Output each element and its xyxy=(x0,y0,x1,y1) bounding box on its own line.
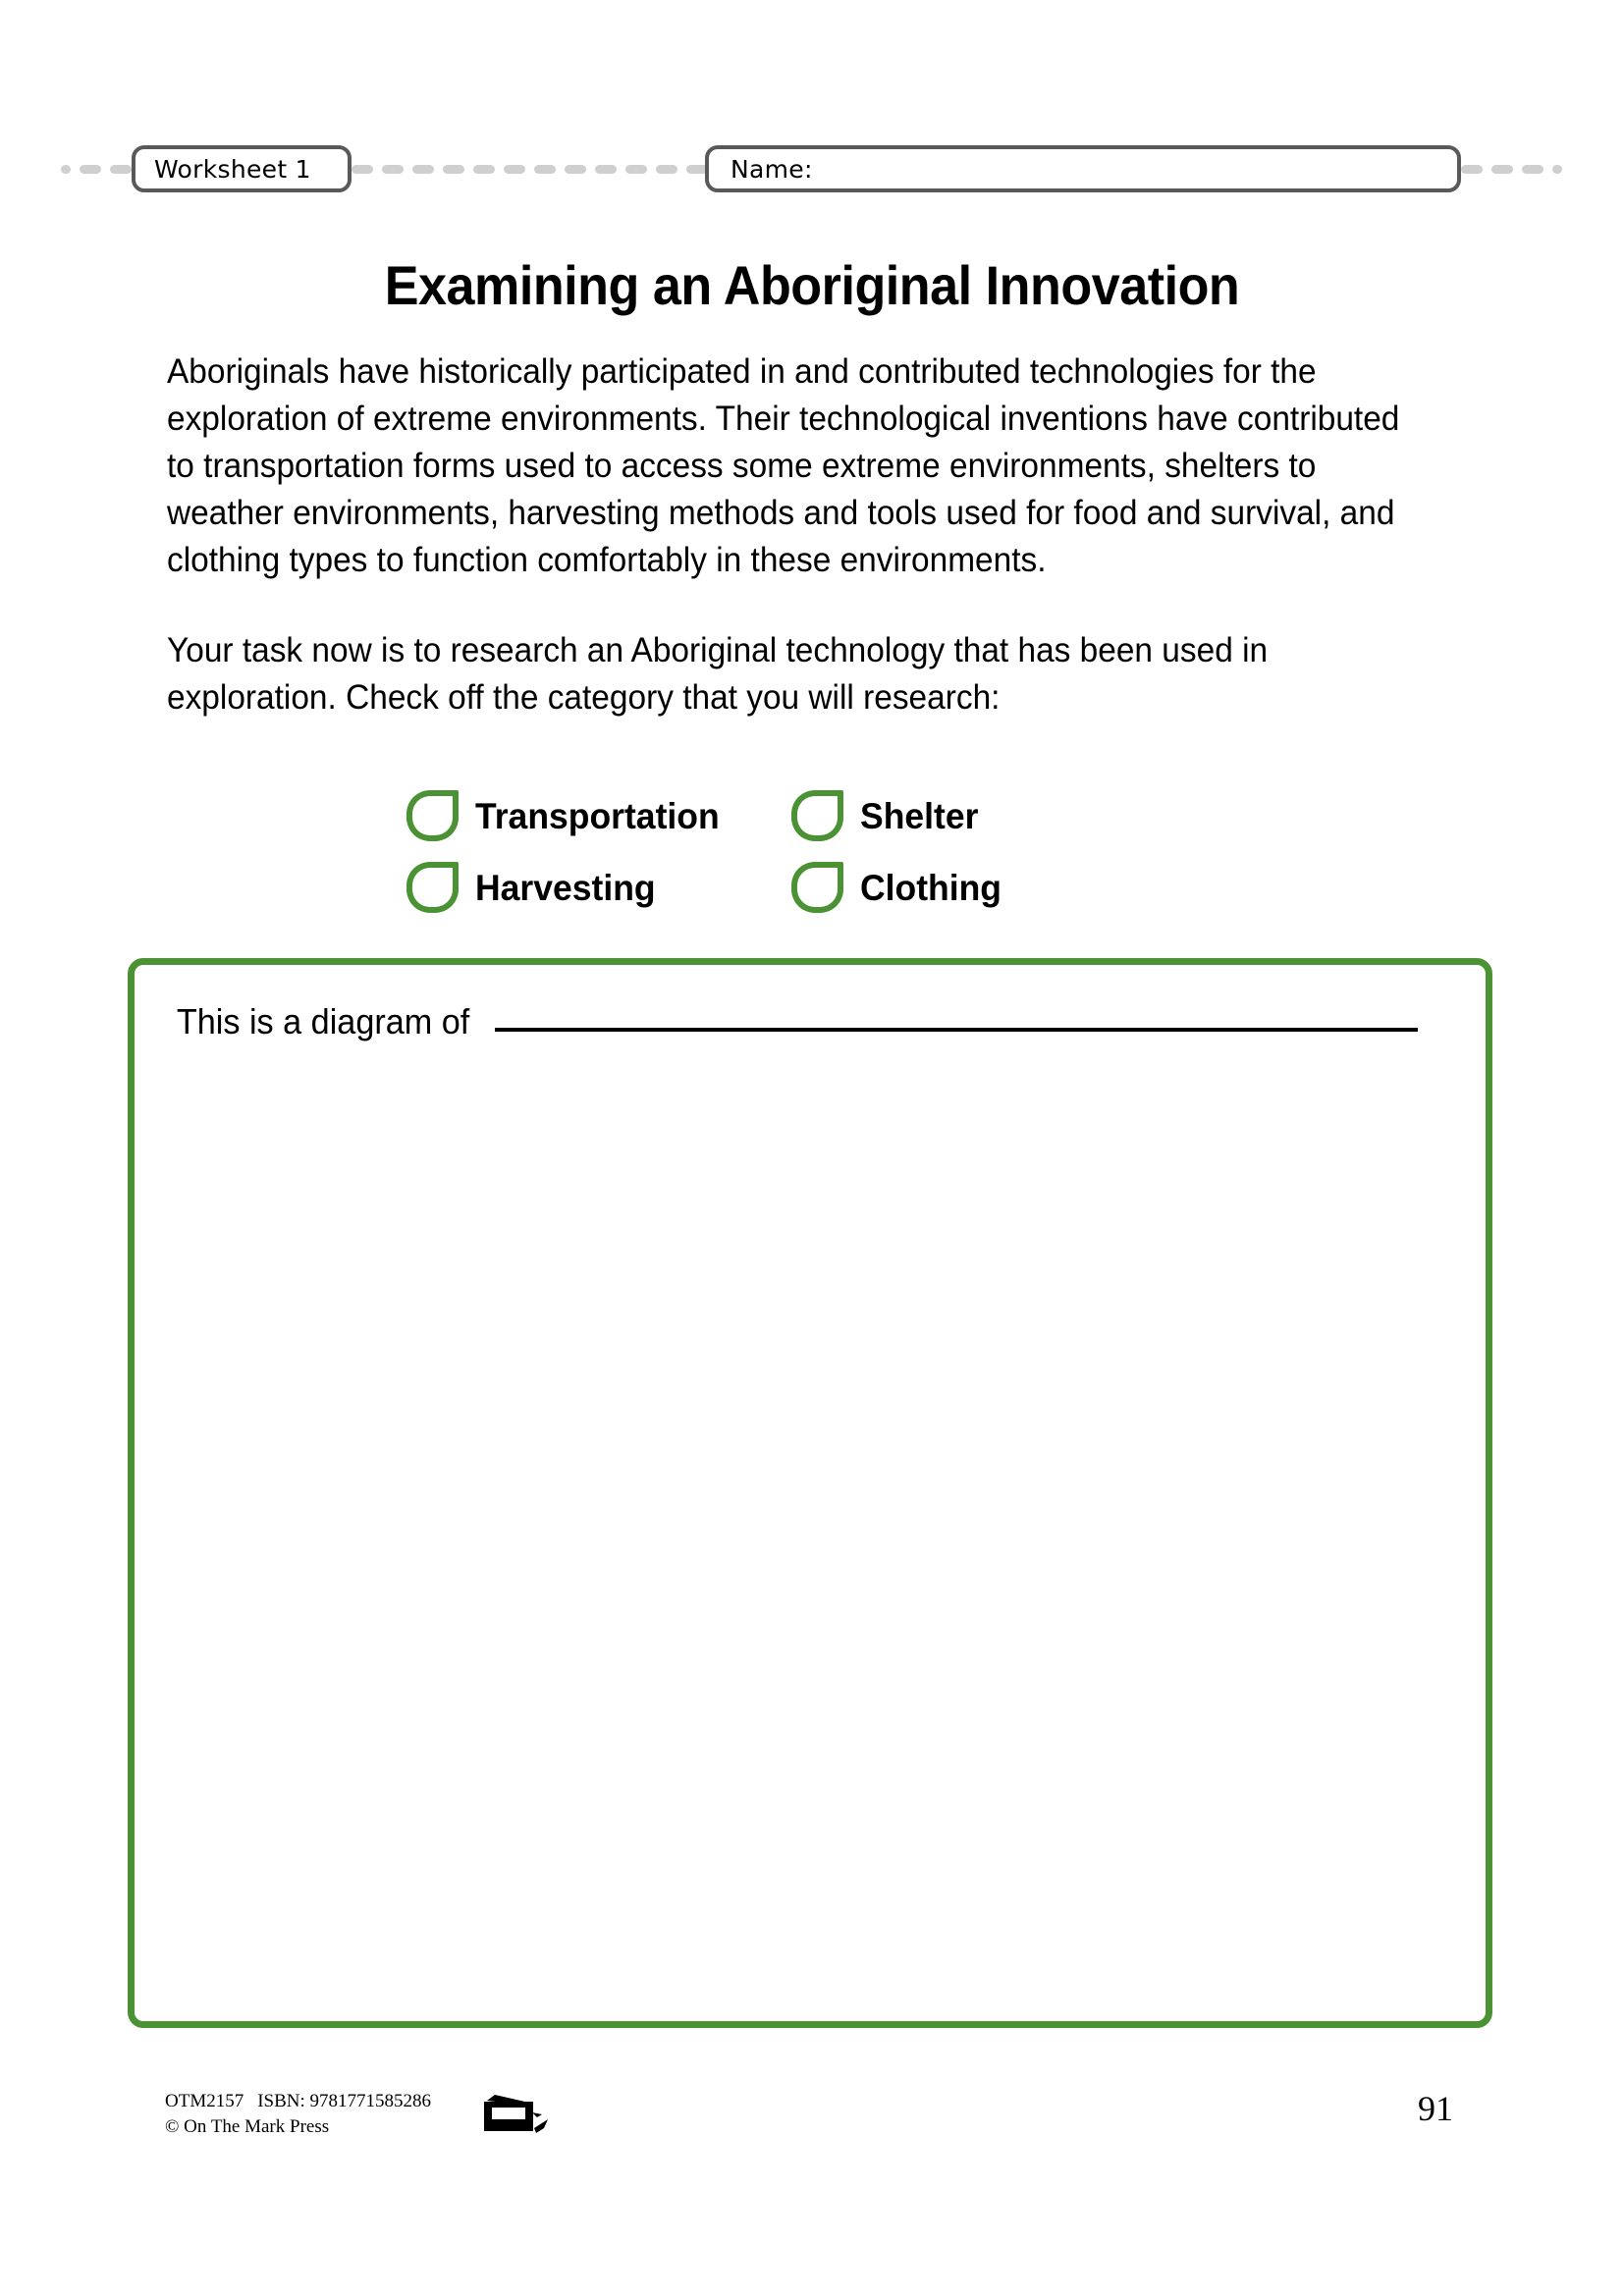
diagram-prompt xyxy=(169,1001,1465,1041)
choice-shelter[interactable] xyxy=(791,790,1145,841)
choice-label: Shelter xyxy=(860,795,979,836)
dash-segment xyxy=(61,165,71,174)
dash-segment xyxy=(352,165,373,174)
choice-row xyxy=(406,790,1153,862)
choice-label: Transportation xyxy=(475,795,720,836)
choice-transportation[interactable] xyxy=(406,790,791,841)
dash-segment xyxy=(110,165,132,174)
dash-segment xyxy=(443,165,464,174)
header-dashes-middle xyxy=(352,165,705,174)
page-footer xyxy=(165,2089,1471,2167)
dash-segment xyxy=(656,165,677,174)
task-paragraph: Your task now is to research an Aboriginal technology that has been used in exploration. Check off the category that you will research: xyxy=(167,631,1269,717)
header-dashes-left xyxy=(59,165,132,174)
dash-segment xyxy=(1461,165,1483,174)
dash-segment xyxy=(80,165,101,174)
dash-segment xyxy=(412,165,434,174)
body-content xyxy=(167,348,1473,721)
dash-segment xyxy=(1552,165,1562,174)
worksheet-label-box xyxy=(132,145,352,192)
choice-harvesting[interactable] xyxy=(406,862,791,913)
product-code: OTM2157 xyxy=(165,2091,244,2111)
dash-segment xyxy=(625,165,647,174)
choice-label: Clothing xyxy=(860,867,1002,908)
checkbox-icon[interactable] xyxy=(406,790,459,841)
intro-paragraph: Aboriginals have historically participated in and contributed technologies for the exploration of extreme environments. Their technological inventions have contributed to transportation forms used to access some extreme environments, shelters to weather environments, harvesting methods and tools used for food and survival, and clothing types to function comfortably in these environments. xyxy=(167,352,1400,579)
checkbox-icon[interactable] xyxy=(791,790,843,841)
name-field-box[interactable] xyxy=(705,145,1461,192)
checkbox-icon[interactable] xyxy=(791,862,843,913)
on-the-mark-press-logo-icon xyxy=(481,2091,566,2136)
dash-segment xyxy=(504,165,525,174)
dash-segment xyxy=(595,165,617,174)
dash-segment xyxy=(1522,165,1543,174)
header-dashes-right xyxy=(1461,165,1571,174)
dash-segment xyxy=(565,165,586,174)
dash-segment xyxy=(473,165,495,174)
dash-segment xyxy=(686,165,705,174)
choice-row xyxy=(406,862,1153,934)
page-number: 91 xyxy=(1418,2089,1453,2128)
page-header xyxy=(59,140,1571,197)
isbn-text: ISBN: 9781771585286 xyxy=(257,2091,432,2111)
dash-segment xyxy=(382,165,404,174)
category-choices xyxy=(406,790,1153,934)
choice-label: Harvesting xyxy=(475,867,656,908)
page-title: Examining an Aboriginal Innovation xyxy=(384,254,1240,316)
footer-credits xyxy=(165,2089,431,2140)
diagram-drawing-area[interactable] xyxy=(128,958,1492,2028)
copyright-text: © On The Mark Press xyxy=(165,2116,330,2137)
diagram-answer-line[interactable] xyxy=(495,1028,1418,1032)
dash-segment xyxy=(1491,165,1513,174)
name-field-label: Name: xyxy=(731,154,813,184)
diagram-prompt-label: This is a diagram of xyxy=(176,1001,470,1041)
choice-clothing[interactable] xyxy=(791,862,1145,913)
dash-segment xyxy=(534,165,556,174)
worksheet-label: Worksheet 1 xyxy=(154,154,311,184)
checkbox-icon[interactable] xyxy=(406,862,459,913)
